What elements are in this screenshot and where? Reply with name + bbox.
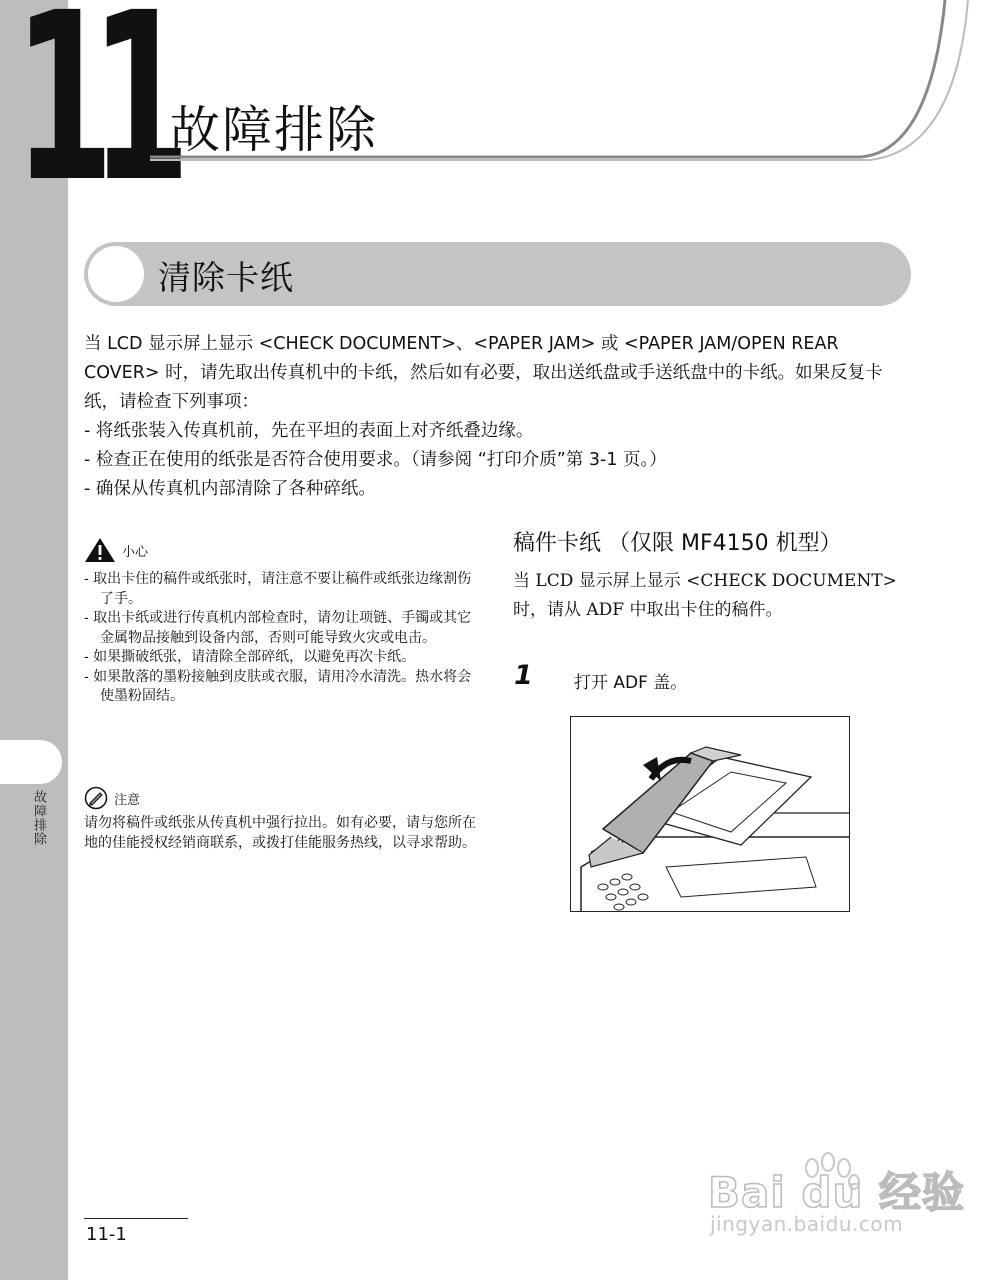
chapter-tab — [0, 740, 62, 784]
section-circle — [88, 246, 144, 302]
intro-paragraph: 当 LCD 显示屏上显示 <CHECK DOCUMENT>、<PAPER JAM> 或 <PAPER JAM/OPEN REAR COVER> 时，请先取出传真机中的卡纸，然后如有必要，取出送纸盘或手送纸盘中的卡纸。如果反复卡纸，请检查下列事项： — [84, 334, 883, 412]
caution-item: - 取出卡住的稿件或纸张时，请注意不要让稿件或纸张边缘割伤了手。 — [84, 571, 472, 607]
watermark-brand: Bai du 经验 — [708, 1168, 965, 1217]
intro-item: - 检查正在使用的纸张是否符合使用要求。（请参阅 “打印介质”第 3-1 页。） — [84, 450, 667, 470]
chapter-number: 11 — [14, 0, 168, 233]
fax-machine-drawing — [571, 717, 850, 912]
caution-item: - 取出卡纸或进行传真机内部检查时，请勿让项链、手镯或其它金属物品接触到设备内部，否则可能导致火灾或电击。 — [84, 610, 472, 646]
note-label: 注意 — [114, 792, 141, 808]
step-text: 打开 ADF 盖。 — [574, 673, 688, 693]
pencil-note-icon — [84, 786, 108, 810]
subsection-title: 稿件卡纸 （仅限 MF4150 机型） — [513, 531, 842, 556]
watermark-url: jingyan.baidu.com — [710, 1212, 904, 1236]
note-text: 请勿将稿件或纸张从传真机中强行拉出。如有必要，请与您所在地的佳能授权经销商联系，或拨打佳能服务热线，以寻求帮助。 — [84, 815, 476, 851]
step-number: 1 — [514, 660, 533, 691]
page-number: 11-1 — [86, 1224, 127, 1245]
caution-item: - 如果散落的墨粉接触到皮肤或衣服，请用冷水清洗。热水将会使墨粉固结。 — [84, 668, 472, 704]
intro-item: - 将纸张装入传真机前，先在平坦的表面上对齐纸叠边缘。 — [84, 421, 534, 441]
subsection-body: 当 LCD 显示屏上显示 <CHECK DOCUMENT> 时，请从 ADF 中取出卡住的稿件。 — [513, 571, 897, 620]
caution-label: 小心 — [122, 544, 149, 560]
note-header — [84, 786, 140, 810]
sidebar-chapter-label: 故障排除 — [31, 790, 46, 846]
caution-item: - 如果撕破纸张，请清除全部碎纸，以避免再次卡纸。 — [84, 649, 416, 665]
caution-list — [84, 570, 479, 707]
footer-rule — [84, 1218, 188, 1219]
intro-block — [84, 330, 904, 504]
adf-illustration — [570, 716, 850, 912]
section-title: 清除卡纸 — [158, 258, 294, 297]
caution-header — [84, 537, 148, 563]
chapter-title: 故障排除 — [170, 101, 378, 159]
warning-triangle-icon — [84, 537, 116, 563]
intro-item: - 确保从传真机内部清除了各种碎纸。 — [84, 479, 376, 499]
